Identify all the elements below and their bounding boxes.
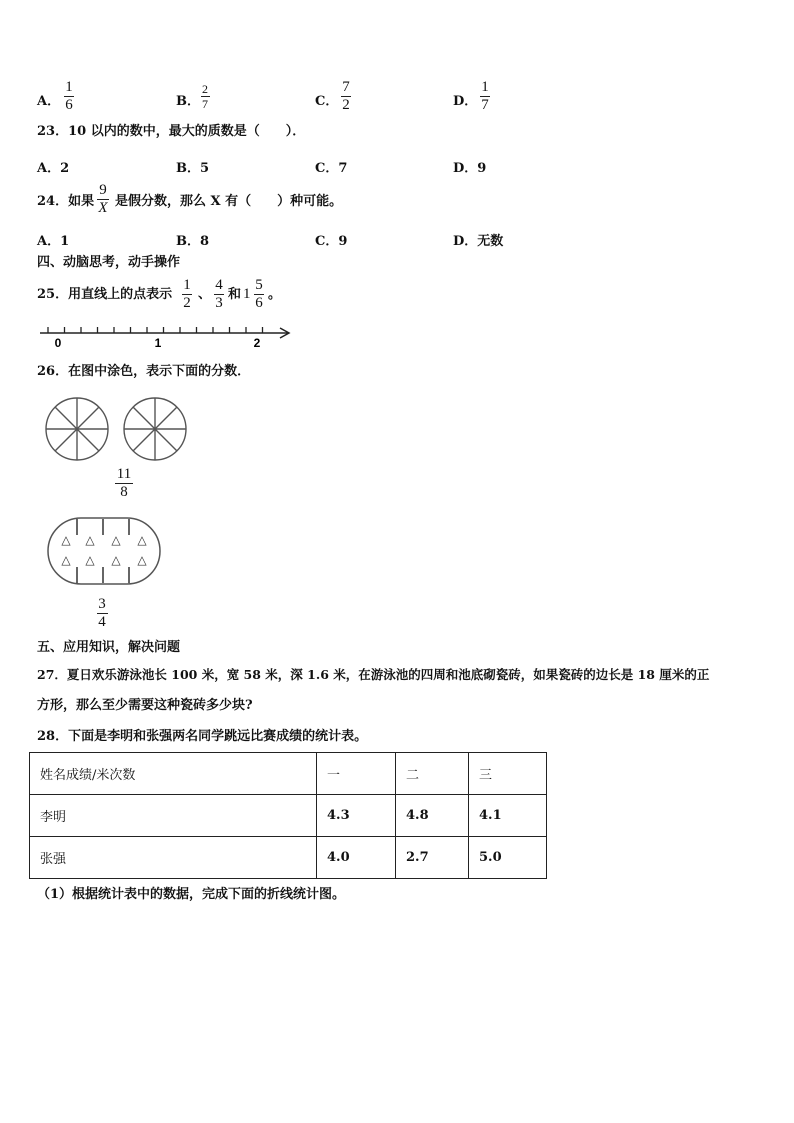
q25-stem-prefix: 25．用直线上的点表示	[37, 287, 173, 302]
table-cell: 张强	[30, 837, 317, 879]
fraction-numerator: 5	[255, 277, 263, 293]
q24-stem-prefix: 24．如果	[37, 194, 95, 209]
circle-left[interactable]	[46, 398, 108, 460]
circle-right[interactable]	[124, 398, 186, 460]
q25-fraction-1	[180, 277, 194, 312]
q28-sub-question-1: （1）根据统计表中的数据，完成下面的折线统计图。	[37, 887, 346, 902]
q26-fraction-2	[94, 596, 110, 631]
q25-separator: 、	[198, 287, 212, 302]
fraction-denominator: 3	[215, 295, 223, 311]
section-5-title: 五、应用知识，解决问题	[37, 640, 181, 655]
header-cell: 三	[469, 753, 547, 795]
fraction-denominator: 7	[202, 97, 208, 111]
triangle-icon: △	[111, 533, 121, 547]
header-cell: 姓名成绩/米次数	[30, 753, 317, 795]
q25-fraction-2	[212, 277, 226, 312]
axis-label-0: 0	[54, 336, 62, 350]
q24-option-a: A．1	[37, 234, 70, 249]
table-cell: 4.3	[317, 795, 396, 837]
fraction-denominator: 4	[98, 614, 106, 630]
q24-stem-suffix: 是假分数，那么 X 有（ ）种可能。	[115, 194, 343, 209]
q22-option-d-fraction	[478, 79, 492, 114]
fraction-denominator: 7	[481, 97, 489, 113]
triangle-icon: △	[61, 553, 71, 567]
triangle-icon: △	[61, 533, 71, 547]
q23-option-a: A．2	[37, 161, 70, 176]
fraction-denominator: X	[98, 200, 108, 216]
number-line	[38, 322, 294, 352]
q27-line-2: 方形，那么至少需要这种瓷砖多少块?	[37, 698, 253, 713]
triangle-icon: △	[111, 553, 121, 567]
fraction-denominator: 6	[65, 97, 73, 113]
fraction-numerator: 7	[342, 79, 350, 95]
table-cell: 5.0	[469, 837, 547, 879]
q25-fraction-3	[252, 277, 266, 312]
triangle-icon: △	[85, 533, 95, 547]
table-cell: 4.8	[396, 795, 469, 837]
table-cell: 4.0	[317, 837, 396, 879]
table-cell: 李明	[30, 795, 317, 837]
fraction-numerator: 1	[183, 277, 191, 293]
q24-option-c: C．9	[315, 234, 348, 249]
q25-mixed-whole: 1	[243, 286, 251, 302]
q26-circles	[42, 395, 198, 465]
table-cell: 2.7	[396, 837, 469, 879]
q22-option-b-fraction	[198, 82, 212, 111]
q22-option-b-letter: B．	[176, 94, 200, 109]
q26-fraction-1	[112, 466, 136, 501]
q24-option-b: B．8	[176, 234, 210, 249]
fraction-denominator: 6	[255, 295, 263, 311]
fraction-numerator: 3	[98, 596, 106, 612]
section-4-title: 四、动脑思考，动手操作	[37, 255, 181, 270]
header-cell: 一	[317, 753, 396, 795]
triangle-icon: △	[85, 553, 95, 567]
fraction-denominator: 8	[120, 484, 128, 500]
q27-line-1: 27．夏日欢乐游泳池长 100 米，宽 58 米，深 1.6 米，在游泳池的四周和池底砌瓷砖，如果瓷砖的边长是 18 厘米的正	[37, 667, 710, 682]
q26-oval[interactable]	[46, 515, 164, 587]
axis-label-2: 2	[253, 336, 261, 350]
fraction-numerator: 1	[481, 79, 489, 95]
q22-option-c-letter: C．	[315, 94, 339, 109]
triangle-icon: △	[137, 553, 147, 567]
fraction-numerator: 1	[65, 79, 73, 95]
q22-option-a-fraction	[62, 79, 76, 114]
header-cell: 二	[396, 753, 469, 795]
table-row	[30, 837, 547, 879]
q24-fraction	[96, 182, 110, 217]
q23-option-d: D．9	[453, 161, 487, 176]
q22-option-d-letter: D．	[453, 94, 478, 109]
q25-end: 。	[268, 287, 282, 302]
fraction-numerator: 2	[202, 82, 208, 96]
q23-option-c: C．7	[315, 161, 348, 176]
triangle-icon: △	[137, 533, 147, 547]
table-cell: 4.1	[469, 795, 547, 837]
q23-stem: 23．10 以内的数中，最大的质数是（ ）．	[37, 124, 306, 139]
table-header-row	[30, 753, 547, 795]
q28-stem: 28．下面是李明和张强两名同学跳远比赛成绩的统计表。	[37, 729, 368, 744]
fraction-numerator: 4	[215, 277, 223, 293]
q26-stem: 26．在图中涂色，表示下面的分数．	[37, 364, 251, 379]
q22-option-a-letter: A．	[37, 94, 61, 109]
q25-and: 和	[228, 287, 242, 302]
q24-option-d: D．无数	[453, 234, 504, 249]
fraction-numerator: 11	[116, 466, 132, 482]
q23-option-b: B．5	[176, 161, 210, 176]
fraction-denominator: 2	[183, 295, 191, 311]
score-table	[29, 752, 547, 879]
axis-label-1: 1	[154, 336, 162, 350]
fraction-denominator: 2	[342, 97, 350, 113]
q22-option-c-fraction	[339, 79, 353, 114]
table-row	[30, 795, 547, 837]
fraction-numerator: 9	[99, 182, 107, 198]
